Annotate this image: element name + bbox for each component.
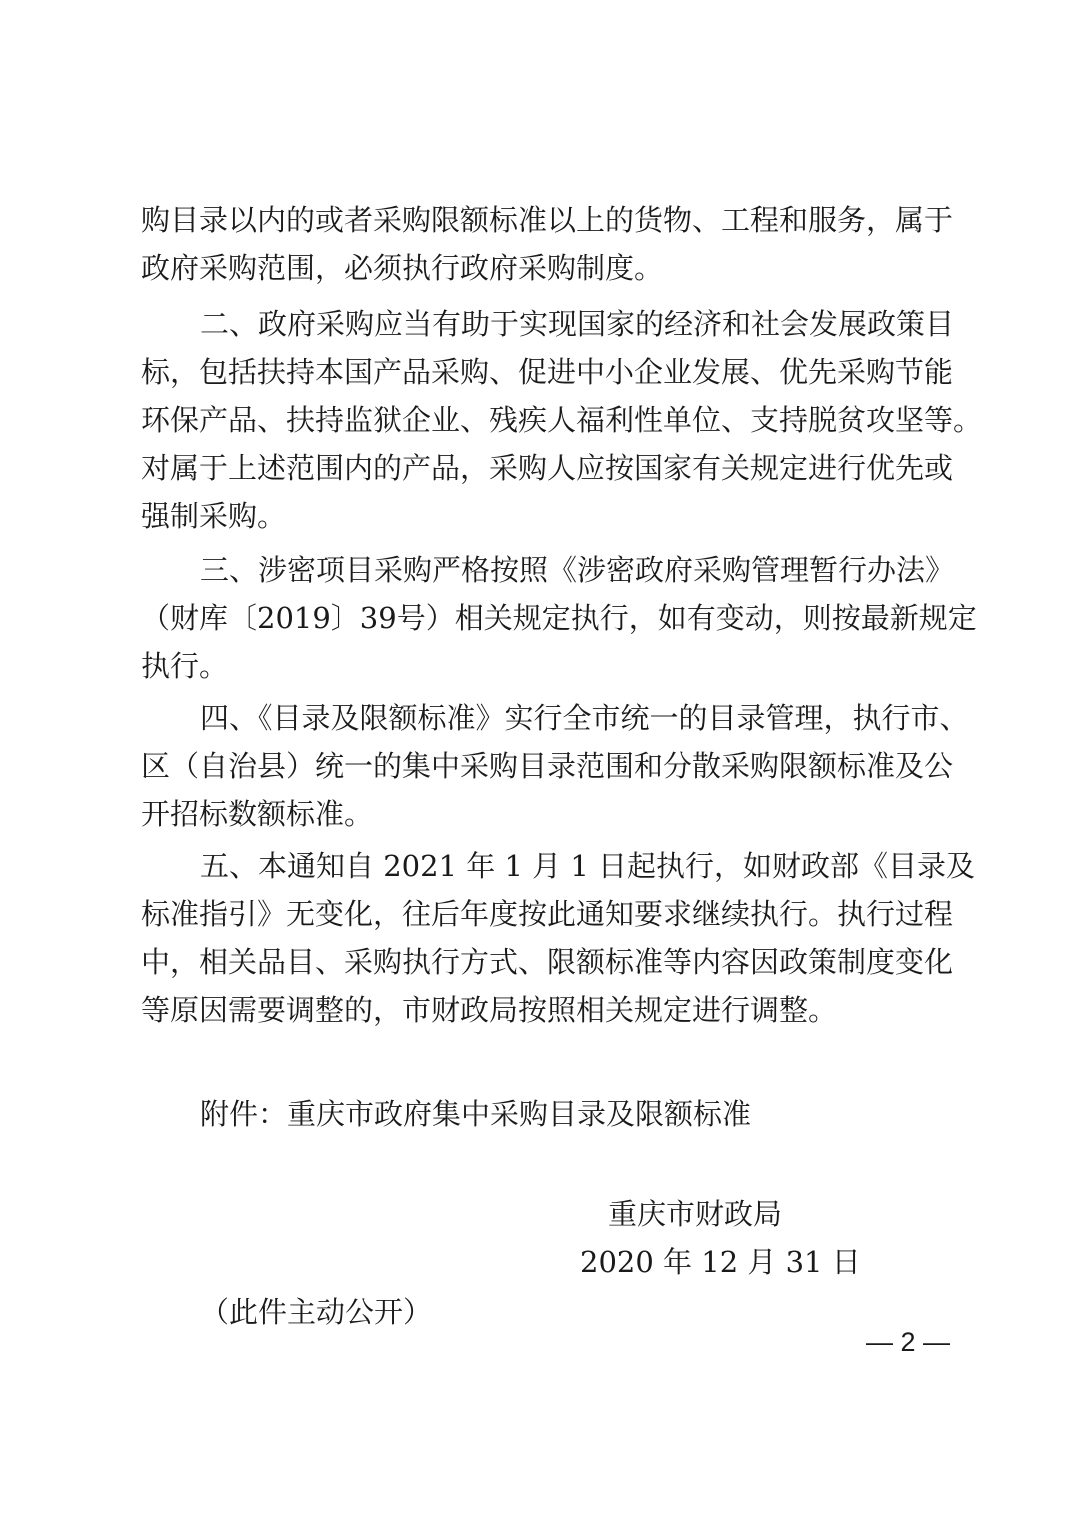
paragraph-2-line-2: 标，包括扶持本国产品采购、促进中小企业发展、优先采购节能 [141, 355, 954, 389]
paragraph-2-line-5: 强制采购。 [141, 499, 287, 533]
paragraph-5-line-3: 中，相关品目、采购执行方式、限额标准等内容因政策制度变化 [141, 945, 954, 979]
paragraph-5-line-2: 标准指引》无变化，往后年度按此通知要求继续执行。执行过程 [141, 897, 954, 931]
attachment-line: 附件：重庆市政府集中采购目录及限额标准 [200, 1097, 752, 1131]
paragraph-3-line-2: （财库〔2019〕39号）相关规定执行，如有变动，则按最新规定 [141, 601, 977, 635]
paragraph-4-line-2: 区（自治县）统一的集中采购目录范围和分散采购限额标准及公 [141, 749, 954, 783]
paragraph-2-line-1: 二、政府采购应当有助于实现国家的经济和社会发展政策目 [200, 307, 955, 341]
paragraph-2-line-3: 环保产品、扶持监狱企业、残疾人福利性单位、支持脱贫攻坚等。 [141, 403, 983, 437]
paragraph-1-line-1: 购目录以内的或者采购限额标准以上的货物、工程和服务，属于 [141, 203, 954, 237]
public-disclosure-note: （此件主动公开） [200, 1295, 433, 1329]
paragraph-2-line-4: 对属于上述范围内的产品，采购人应按国家有关规定进行优先或 [141, 451, 954, 485]
paragraph-5-line-1: 五、本通知自 2021 年 1 月 1 日起执行，如财政部《目录及 [200, 849, 976, 883]
paragraph-4-line-1: 四、《目录及限额标准》实行全市统一的目录管理，执行市、 [200, 701, 969, 735]
paragraph-5-line-4: 等原因需要调整的，市财政局按照相关规定进行调整。 [141, 993, 838, 1027]
issuer-name: 重庆市财政局 [608, 1197, 783, 1231]
page-number: — 2 — [866, 1327, 951, 1357]
issue-date: 2020 年 12 月 31 日 [580, 1245, 861, 1279]
paragraph-3-line-3: 执行。 [141, 649, 229, 683]
paragraph-4-line-3: 开招标数额标准。 [141, 797, 374, 831]
paragraph-3-line-1: 三、涉密项目采购严格按照《涉密政府采购管理暂行办法》 [200, 553, 955, 587]
paragraph-1-line-2: 政府采购范围，必须执行政府采购制度。 [141, 251, 664, 285]
